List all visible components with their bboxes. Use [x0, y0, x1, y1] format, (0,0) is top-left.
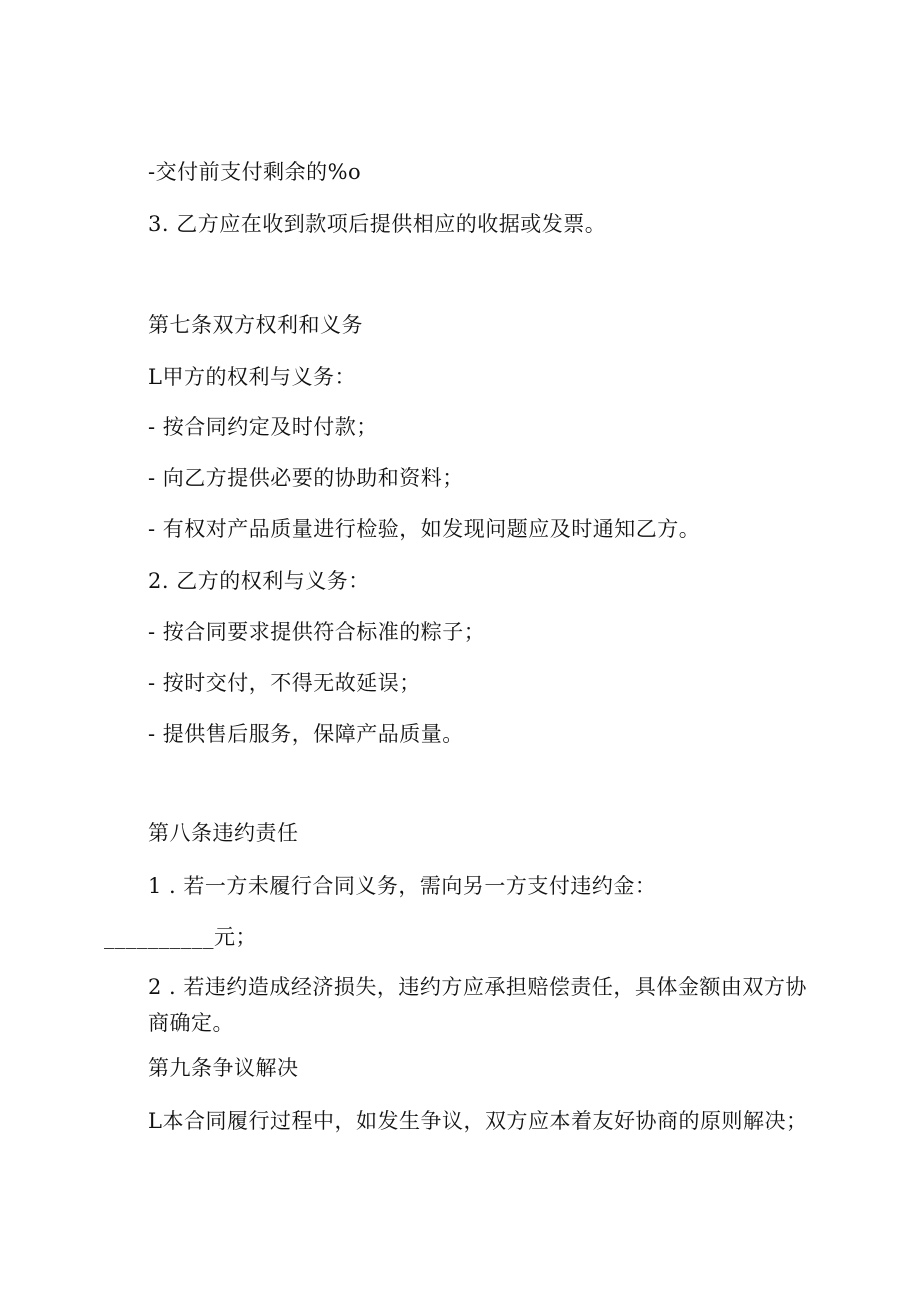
- article-eight-heading: 第八条违约责任: [148, 821, 299, 845]
- receipt-clause: 3. 乙方应在收到款项后提供相应的收据或发票。: [148, 212, 607, 236]
- dispute-clause-1: L本合同履行过程中，如发生争议，双方应本着友好协商的原则解决；: [148, 1109, 808, 1133]
- party-b-item-1: - 按合同要求提供符合标准的粽子；: [148, 620, 486, 644]
- party-a-item-1: - 按合同约定及时付款；: [148, 415, 378, 439]
- party-a-item-2: - 向乙方提供必要的协助和资料；: [148, 466, 464, 490]
- penalty-amount-line: __________元；: [104, 925, 257, 949]
- party-b-heading: 2. 乙方的权利与义务：: [148, 569, 370, 593]
- article-nine-heading: 第九条争议解决: [148, 1056, 299, 1080]
- party-a-item-3: - 有权对产品质量进行检验，如发现问题应及时通知乙方。: [148, 517, 701, 541]
- party-b-item-3: - 提供售后服务，保障产品质量。: [148, 722, 464, 746]
- breach-clause-1: 1 . 若一方未履行合同义务，需向另一方支付违约金：: [148, 874, 657, 898]
- payment-remainder-line: -交付前支付剩余的%o: [148, 160, 362, 184]
- party-a-heading: L甲方的权利与义务：: [148, 365, 356, 389]
- article-seven-heading: 第七条双方权利和义务: [148, 313, 363, 337]
- party-b-item-2: - 按时交付，不得无故延误；: [148, 671, 421, 695]
- breach-clause-2: 2 . 若违约造成经济损失，违约方应承担赔偿责任，具体金额由双方协商确定。: [148, 975, 807, 1035]
